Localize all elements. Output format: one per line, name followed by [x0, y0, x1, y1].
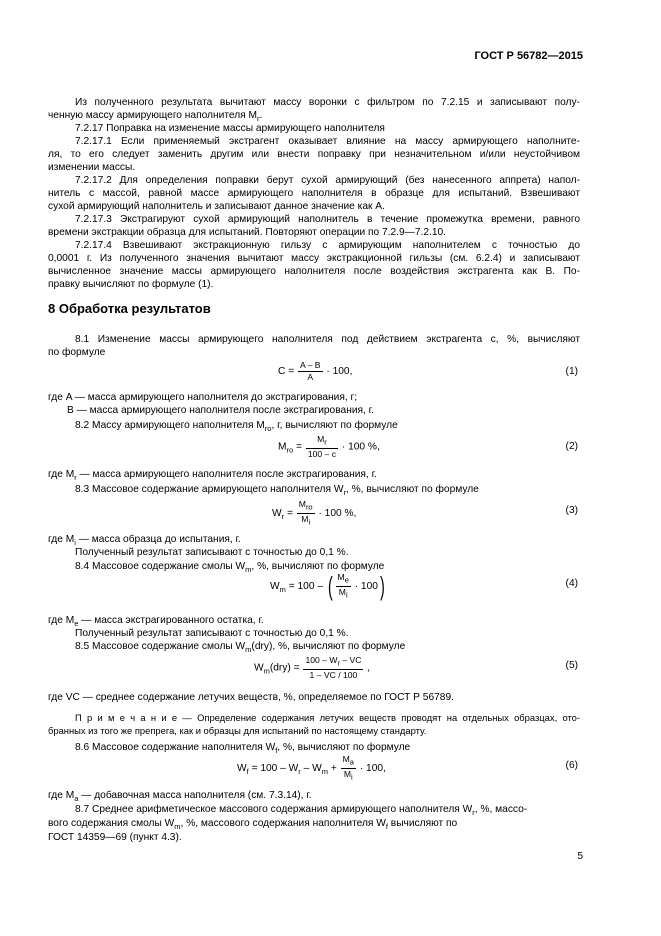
text-line: ля, то его следует заменить другим или внести поправку при незначительном и/или неустойчивом — [48, 149, 580, 160]
formula-1: C = $\frac{A - B}{A}$ · 100, — [278, 360, 353, 382]
formula-4: $W_m = 100$ – ( $\frac{M_e}{M_i}$ · 100) — [270, 571, 385, 602]
formula-number: (4) — [565, 578, 578, 589]
text-line: 8.2 Массу армирующего наполнителя $M_{ro}$, г, вычисляют по формуле — [75, 420, 398, 434]
text-line: 8.6 Массовое содержание наполнителя $W_f$, %, вычисляют по формуле — [75, 742, 411, 756]
note-line: бранных из того же препрега, как и образцы для испытаний по настоящему стандарту. — [48, 725, 427, 736]
formula-number: (3) — [565, 505, 578, 516]
text-line: 7.2.17.1 Если применяемый экстрагент оказывает влияние на массу армирующего наполните- — [75, 136, 580, 147]
text-line: 7.2.17 Поправка на изменение массы армирующего наполнителя — [75, 123, 385, 134]
text-line: где $M_r$ — масса армирующего наполнителя после экстрагирования, г. — [48, 469, 377, 483]
text-line: Полученный результат записывают с точностью до 0,1 %. — [75, 547, 349, 558]
text-line: ченную массу армирующего наполнителя $M_r$. — [48, 110, 263, 124]
text-line: правку вычисляют по формуле (1). — [48, 279, 214, 290]
formula-2: $M_{ro}$ = $\frac{M_r}{100 - c}$ · 100 %, — [278, 434, 380, 459]
text-line: нитель с массой, равной массе армирующего наполнителя в образце для испытаний. Взвешивают — [48, 188, 580, 199]
text-line: вого содержания смолы $W_m$, %, массового содержания наполнителя $W_f$ вычисляют по — [48, 818, 458, 832]
text-line: Полученный результат записывают с точностью до 0,1 %. — [75, 628, 349, 639]
section-title: 8 Обработка результатов — [48, 301, 211, 316]
document-header: ГОСТ Р 56782—2015 — [474, 50, 583, 62]
text-line: где VC — среднее содержание летучих веществ, %, определяемое по ГОСТ Р 56789. — [48, 692, 454, 703]
text-line: времени экстракции образца для испытаний. Повторяют операции по 7.2.9—7.2.10. — [48, 227, 447, 238]
note-line: П р и м е ч а н и е — Определение содержания летучих веществ проводят на отдельных образцах, ото- — [75, 712, 580, 723]
page-number: 5 — [577, 851, 583, 862]
text-line: по формуле — [48, 347, 106, 358]
text-line: 7.2.17.3 Экстрагируют сухой армирующий наполнитель в течение промежутка времени, равного — [75, 214, 580, 225]
text-line: сухой армирующий наполнитель и записывают данное значение как A. — [48, 201, 385, 212]
text-line: где $M_e$ — масса экстрагированного остатка, г. — [48, 615, 264, 629]
text-line: 8.3 Массовое содержание армирующего наполнителя $W_r$, %, вычисляют по формуле — [75, 484, 479, 498]
formula-3: $W_r$ = $\frac{M_{ro}}{M_i}$ · 100 %, — [272, 499, 357, 527]
text-line: где $M_i$ — масса образца до испытания, г. — [48, 534, 241, 548]
text-line: ГОСТ 14359—69 (пункт 4.3). — [48, 832, 182, 843]
formula-number: (5) — [565, 660, 578, 671]
formula-number: (6) — [565, 760, 578, 771]
text-line: Из полученного результата вычитают массу воронки с фильтром по 7.2.15 и записывают полу- — [75, 97, 580, 108]
text-line: изменении массы. — [48, 162, 136, 173]
formula-6: $W_f = 100 - W_r - W_m$ + $\frac{M_a}{M_i}$ · 100, — [237, 754, 386, 782]
text-line: 8.4 Массовое содержание смолы $W_m$, %, вычисляют по формуле — [75, 561, 385, 575]
text-line: 0,0001 г. Из полученного значения вычитают массу экстракционной гильзы (см. 6.2.4) и записывают — [48, 253, 580, 264]
text-line: 8.1 Изменение массы армирующего наполнителя под действием экстрагента c, %, вычисляют — [75, 334, 580, 345]
formula-5: $W_m(dry)$ = $\frac{100 - W_r - VC}{1 - VC / 100}$ , — [254, 655, 371, 680]
text-line: B — масса армирующего наполнителя после экстрагирования, г. — [67, 405, 374, 416]
text-line: где $M_a$ — добавочная масса наполнителя (см. 7.3.14), г. — [48, 790, 312, 804]
text-line: 7.2.17.2 Для определения поправки берут сухой армирующий (без нанесенного аппрета) напол- — [75, 175, 580, 186]
text-line: где A — масса армирующего наполнителя до экстрагирования, г; — [48, 392, 358, 403]
text-line: 8.7 Среднее арифметическое массового содержания армирующего наполнителя $W_r$, %, массо- — [75, 804, 528, 818]
text-line: 8.5 Массовое содержание смолы $W_m(dry)$, %, вычисляют по формуле — [75, 641, 406, 655]
formula-number: (1) — [565, 366, 578, 377]
text-line: 7.2.17.4 Взвешивают экстракционную гильзу с армирующим наполнителем с точностью до — [75, 240, 580, 251]
text-line: вычисленное значение массы армирующего наполнителя после воздействия экстрагента как B. По- — [48, 266, 580, 277]
formula-number: (2) — [565, 441, 578, 452]
